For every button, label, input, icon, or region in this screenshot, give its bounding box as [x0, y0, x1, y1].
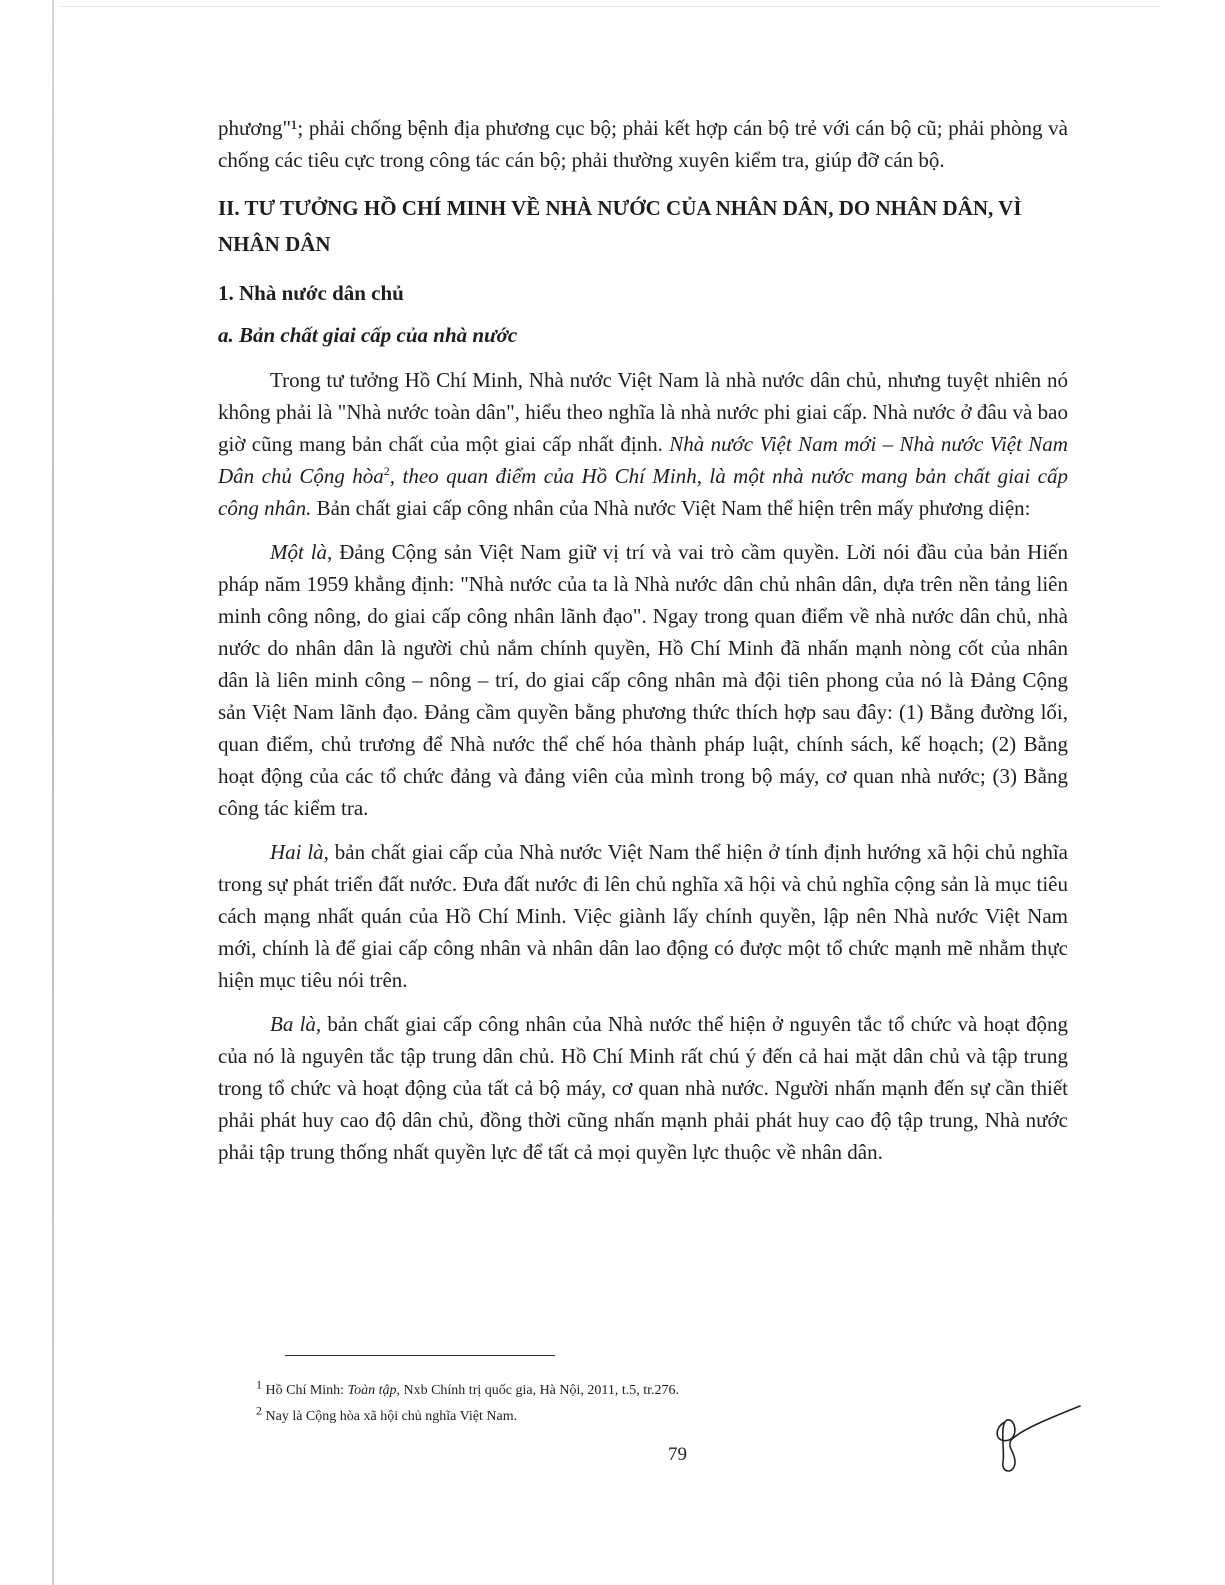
paragraph-lead: Ba là, [270, 1012, 322, 1036]
footnote-1 [256, 1378, 1036, 1404]
paragraph-text: Bản chất giai cấp công nhân của Nhà nước Việt Nam thể hiện trên mấy phương diện: [311, 496, 1031, 520]
scan-edge-top [60, 6, 1160, 7]
paragraph-lead: Một là, [270, 540, 333, 564]
paragraph-text: bản chất giai cấp công nhân của Nhà nước thể hiện ở nguyên tắc tổ chức và hoạt động của nó là nguyên tắc tập trung dân chủ. Hồ Chí Minh rất chú ý đến cả hai mặt dân chủ và tập trung trong tổ chức và hoạt động của tất cả bộ máy, cơ quan nhà nước. Người nhấn mạnh đến sự cần thiết phải phát huy cao độ dân chủ, đồng thời cũng nhấn mạnh phải phát huy cao độ tập trung, Nhà nước phải tập trung thống nhất quyền lực để tất cả mọi quyền lực thuộc về nhân dân. [218, 1012, 1068, 1164]
subsection-title: 1. Nhà nước dân chủ [218, 281, 404, 305]
paragraph-lead: Hai là, [270, 840, 329, 864]
paragraph [218, 364, 1068, 524]
footnote-italic: Toàn tập [347, 1383, 397, 1398]
handwritten-signature [985, 1400, 1095, 1480]
paragraph-text: bản chất giai cấp của Nhà nước Việt Nam thể hiện ở tính định hướng xã hội chủ nghĩa trong sự phát triển đất nước. Đưa đất nước đi lên chủ nghĩa xã hội và chủ nghĩa cộng sản là mục tiêu cách mạng nhất quán của Hồ Chí Minh. Việc giành lấy chính quyền, lập nên Nhà nước Việt Nam mới, chính là để giai cấp công nhân và nhân dân lao động có được một tổ chức mạnh mẽ nhằm thực hiện mục tiêu nói trên. [218, 840, 1068, 992]
footnote-mark: 1 [256, 1377, 262, 1392]
footnote-ref: 2 [383, 464, 390, 478]
footnote-2 [256, 1404, 1036, 1430]
paragraph [218, 536, 1068, 824]
paragraph [218, 836, 1068, 996]
footnote-text: Nay là Cộng hòa xã hội chủ nghĩa Việt Nam. [265, 1409, 518, 1424]
subsubsection-title: a. Bản chất giai cấp của nhà nước [218, 323, 518, 347]
paragraph-continuation: phương"¹; phải chống bệnh địa phương cục bộ; phải kết hợp cán bộ trẻ với cán bộ cũ; phải phòng và chống các tiêu cực trong công tác cán bộ; phải thường xuyên kiểm tra, giúp đỡ cán bộ. [218, 116, 1068, 172]
section-heading: II. TƯ TƯỞNG HỒ CHÍ MINH VỀ NHÀ NƯỚC CỦA NHÂN DÂN, DO NHÂN DÂN, VÌ NHÂN DÂN [218, 196, 1022, 256]
page-body [218, 112, 1068, 1168]
paragraph-text: Đảng Cộng sản Việt Nam giữ vị trí và vai trò cầm quyền. Lời nói đầu của bản Hiến pháp năm 1959 khẳng định: "Nhà nước của ta là Nhà nước dân chủ nhân dân, dựa trên nền tảng liên minh công nông, do giai cấp công nhân lãnh đạo". Ngay trong quan điểm về nhà nước dân chủ, nhà nước do nhân dân là người chủ nắm chính quyền, Hồ Chí Minh đã nhấn mạnh nòng cốt của nhân dân là liên minh công – nông – trí, do giai cấp công nhân mà đội tiên phong của nó là Đảng Cộng sản Việt Nam lãnh đạo. Đảng cầm quyền bằng phương thức thích hợp sau đây: (1) Bằng đường lối, quan điểm, chủ trương để Nhà nước thể chế hóa thành pháp luật, chính sách, kế hoạch; (2) Bằng hoạt động của các tổ chức đảng và đảng viên của mình trong bộ máy, cơ quan nhà nước; (3) Bằng công tác kiểm tra. [218, 540, 1068, 820]
footnotes [256, 1378, 1036, 1430]
paragraph-text: Trong tư tưởng Hồ Chí Minh, Nhà nước Việt Nam là nhà nước dân chủ, nhưng tuyệt nhiên nó không phải là "Nhà nước toàn dân", hiểu theo nghĩa là nhà nước phi giai cấp. Nhà nước ở đâu và bao giờ cũng mang bản chất của một giai cấp nhất định. [218, 368, 1068, 456]
paragraph [218, 1008, 1068, 1168]
footnote-text: Hồ Chí Minh: [265, 1383, 348, 1398]
footnote-mark: 2 [256, 1403, 262, 1418]
italic-text: Nhà nước Việt Nam mới – Nhà nước Việt Nam Dân chủ Cộng hòa [218, 432, 1068, 488]
footnote-text: , Nxb Chính trị quốc gia, Hà Nội, 2011, t.5, tr.276. [396, 1383, 680, 1398]
italic-text: , theo quan điểm của Hồ Chí Minh, là một nhà nước mang bản chất giai cấp công nhân. [218, 464, 1068, 520]
footnote-divider [285, 1355, 555, 1356]
scan-edge [52, 0, 54, 1585]
page-number: 79 [668, 1444, 687, 1465]
